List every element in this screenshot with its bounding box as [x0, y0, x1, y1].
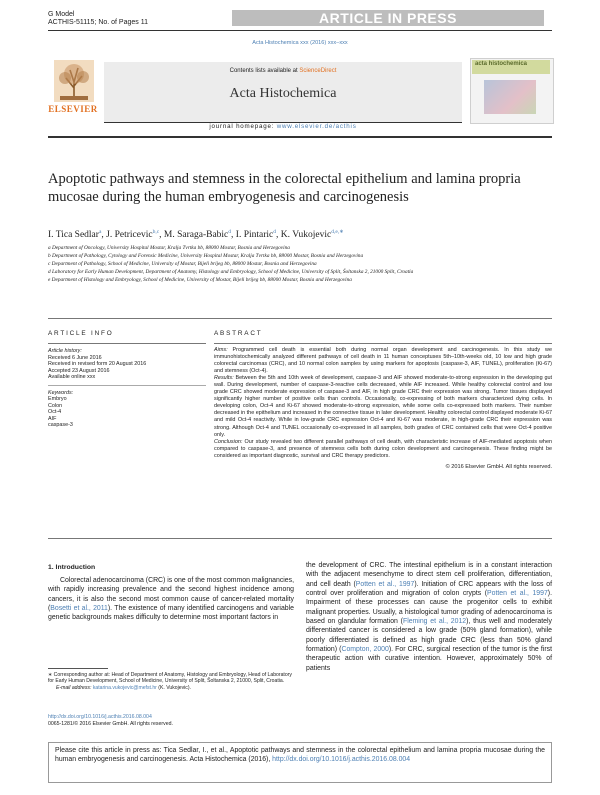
- keyword[interactable]: caspase-3: [48, 422, 73, 428]
- history-item: Received 6 June 2016: [48, 354, 102, 361]
- cover-image: [484, 80, 536, 114]
- conclusion-label: Conclusion:: [214, 438, 243, 445]
- issn-line: 0065-1281/© 2016 Elsevier GmbH. All rights reserved.: [48, 720, 173, 727]
- abstract-body: [214, 343, 552, 471]
- article-info: [48, 330, 206, 429]
- doi-block: [48, 714, 348, 727]
- journal-homepage: [104, 123, 462, 130]
- doi-link[interactable]: http://dx.doi.org/10.1016/j.acthis.2016.08.004: [48, 714, 152, 720]
- affiliations: [48, 245, 548, 285]
- contents-prefix: Contents lists available at: [229, 68, 300, 74]
- citation-link[interactable]: Fleming et al., 2012: [402, 618, 467, 626]
- intro-column-1: Colorectal adenocarcinoma (CRC) is one of the most common malignancies, with rapidly increasing prevalence and the second highest incidence among cancers, it is also the second most common cause of cancer-related mortality (Bosetti et al., 2011). The existence of many identified carcinogens and variable genetic backgrounds makes difficulty to determine most important factors in: [48, 577, 294, 622]
- affiliation: b Department of Pathology, Cytology and Forensic Medicine, University Hospital Mostar, Kralja Tvrtka bb, 88000 Mostar, Bosnia and Herzegovina: [48, 252, 364, 259]
- keyword[interactable]: Colon: [48, 402, 63, 409]
- info-top-rule: [48, 318, 552, 319]
- keywords: [48, 385, 206, 429]
- results-label: Results:: [214, 375, 234, 382]
- journal-name: Acta Histochemica: [229, 86, 337, 101]
- citation-doi-link[interactable]: http://dx.doi.org/10.1016/j.acthis.2016.08.004: [272, 756, 411, 764]
- citation-link[interactable]: Potten et al., 1997: [487, 590, 548, 598]
- keyword[interactable]: Embryo: [48, 396, 67, 402]
- homepage-prefix: journal homepage:: [209, 123, 277, 130]
- contents-line: [104, 68, 462, 74]
- conclusion-text: Our study revealed two different parallel pathways of cell death, with characteristic increase of AIF-mediated apoptosis when compared to caspase-3, and presence of stemness cells both during colon development and carcinogenesis. These finding might be considered as important diagnostic, survival and CRC therapy predictors.: [214, 438, 552, 459]
- article-history: [48, 343, 206, 381]
- homepage-link[interactable]: www.elsevier.de/acthis: [276, 123, 357, 130]
- author[interactable]: I. Pintaric$^d$: [235, 229, 276, 241]
- affiliation: e Department of Histology and Embryology, School of Medicine, University of Mostar, Bijeli brijeg bb, 88000 Mostar, Bosnia and Herzegovina: [48, 276, 352, 283]
- history-item: Received in revised form 20 August 2016: [48, 361, 147, 367]
- abstract: [214, 330, 552, 471]
- banner-bottom-rule: [48, 136, 552, 138]
- author[interactable]: K. Vukojevic$^{d,e,∗}$: [280, 229, 344, 241]
- results-text: Between the 5th and 10th week of development, caspase-3 and AIF showed moderate-to-strong expression in the developing gut wall. During development, number of caspase-3-reactive cells decreased, while AIF increased. While healthy colorectal control and low grade CRC showed moderate expression of caspase-3 and AIF, in high grade CRC their expression was strong. Tumor tissues displayed significantly higher number of positive cells than controls. Occasionally, co-expressing of both markers characterized dying cells. In developing colon, Oct-4 and Ki-67 showed moderate-to-strong expression, while some cells co-expressed both markers. Their number decreased in the epithelium and increased in the connective tissue in later development. Healthy colorectal control displayed moderate Ki-67 and mild Oct-4 reactivity. While in low-grade CRC expression Oct-4 and Ki-67 was moderate, in high-grade CRC their expression was strong. Although Oct-4 and TUNEL occasionally co-expressed in all samples, both grades of CRC contained cells that were Oct-4 positive only.: [214, 375, 552, 438]
- citation-text: Please cite this article in press as: Tica Sedlar, I., et al., Apoptotic pathways and stemness in the colorectal epithelium and lamina propria mucosae during the human embryogenesis and carcinogenesis. Acta Histochemica (2016),: [55, 747, 545, 764]
- affiliation: a Department of Oncology, University Hospital Mostar, Kralja Tvrtka bb, 88000 Mostar, Bosnia and Herzegovina: [48, 245, 290, 251]
- history-item: Available online xxx: [48, 374, 96, 380]
- sciencedirect-link[interactable]: ScienceDirect: [299, 68, 337, 74]
- corresponding-author-footnote: ∗ Corresponding author at: Head of Department of Anatomy, Histology and Embryology, Head of Laboratory for Early Human Development, School of Medicine, University of Split, Šoltanska 2, 21000, Split, Croatia. E-mail address: katarina.vukojevic@mefst.hr (K. Vukojevic).: [48, 672, 294, 691]
- aims-label: Aims:: [214, 347, 228, 353]
- history-label: Article history:: [48, 348, 82, 354]
- aims-text: Programmed cell death is essential both during normal organ development and carcinogenesis. In this study we immunohistochemically analyzed different pathways of cell death in 11 human conceptuses 5th–10th-weeks old, 10 low and high grade colorectal carcinomas (CRC), and 10 normal colon samples by using markers for apoptosis (caspase-3, AIF, TUNEL), proliferation (Ki-67) and stemness (Oct-4).: [214, 347, 552, 375]
- article-in-press-banner: ARTICLE IN PRESS: [232, 10, 544, 26]
- article-title: Apoptotic pathways and stemness in the colorectal epithelium and lamina propria mucosae during the human embryogenesis and carcinogenesis: [48, 171, 521, 205]
- keyword[interactable]: Oct-4: [48, 409, 62, 415]
- abstract-label: ABSTRACT: [214, 330, 263, 337]
- abstract-copyright: © 2016 Elsevier GmbH. All rights reserved.: [445, 463, 552, 470]
- footnote-rule: [48, 668, 108, 669]
- citation-box: [48, 742, 552, 783]
- affiliation: d Laboratory for Early Human Development, Department of Anatomy, Histology and Embryology, School of Medicine, University of Split, Šoltanska 2, 21000 Split, Croatia: [48, 268, 414, 275]
- intro-column-2: the development of CRC. The intestinal epithelium is in a constant interaction with the adjacent mesenchyme to direct stem cell proliferation, differentiation, and cell death (Potten et al., 1997). Initiation of CRC appears with the loss of control over proliferation and migration of colon crypts (Potten et al., 1997). Impairment of these processes can cause the progenitor cells to exhibit malignant properties. Usually, a histological tumor grading of adenocarcinoma is based on glandular formation (Fleming et al., 2012), thus well and moderately differentiated cancer is considered a low grade (50% gland formation), while poorly differentiated is defined as high grade CRC (less than 50% gland formation) (Compton, 2000). For CRC, surgical resection of the tumor is the first therapeutic action with curative intention. However, approximately 50% of patients: [306, 562, 552, 672]
- manuscript-id: ACTHIS-51115; No. of Pages 11: [48, 19, 148, 26]
- corresponding-author: ∗ Corresponding author at: Head of Department of Anatomy, Histology and Embryology, Head of Laboratory for Early Human Development, School of Medicine, University of Split, Šoltanska 2, 21000, Split, Croatia.: [48, 672, 292, 685]
- publisher-name: ELSEVIER: [48, 104, 98, 114]
- article-info-label: ARTICLE INFO: [48, 330, 114, 337]
- citation-link[interactable]: Compton, 2000: [341, 646, 389, 654]
- citation-link[interactable]: Potten et al., 1997: [355, 580, 415, 588]
- author[interactable]: J. Petricevic$^{b,c}$: [106, 229, 160, 241]
- intro-heading: 1. Introduction: [48, 564, 96, 571]
- journal-reference[interactable]: Acta Histochemica xxx (2016) xxx–xxx: [252, 40, 348, 46]
- email-link[interactable]: katarina.vukojevic@mefst.hr: [92, 684, 157, 691]
- keyword[interactable]: AIF: [48, 415, 57, 422]
- citation-link[interactable]: Bosetti et al., 2011: [50, 605, 108, 613]
- cover-title: acta histochemica: [475, 61, 528, 67]
- author[interactable]: M. Saraga-Babic$^d$: [163, 229, 232, 241]
- email-label: E-mail address:: [56, 684, 93, 691]
- gmodel-label: G Model: [48, 11, 75, 18]
- header-rule: [48, 30, 552, 31]
- abstract-bottom-rule: [48, 538, 552, 539]
- author-list: I. Tica Sedlar$^a$, J. Petricevic$^{b,c}$, M. Saraga-Babic$^d$, I. Pintaric$^d$, K. Vukojevic$^{d,e,∗}$: [48, 229, 344, 241]
- history-item: Accepted 23 August 2016: [48, 367, 110, 374]
- manuscript-info: [48, 11, 148, 27]
- elsevier-tree-icon: [54, 60, 94, 102]
- author[interactable]: I. Tica Sedlar$^a$: [48, 229, 102, 241]
- keywords-label: Keywords:: [48, 389, 74, 396]
- affiliation: c Department of Pathology, School of Medicine, University of Mostar, Bijeli brijeg bb, 88000 Mostar, Bosnia and Herzegovina: [48, 260, 317, 267]
